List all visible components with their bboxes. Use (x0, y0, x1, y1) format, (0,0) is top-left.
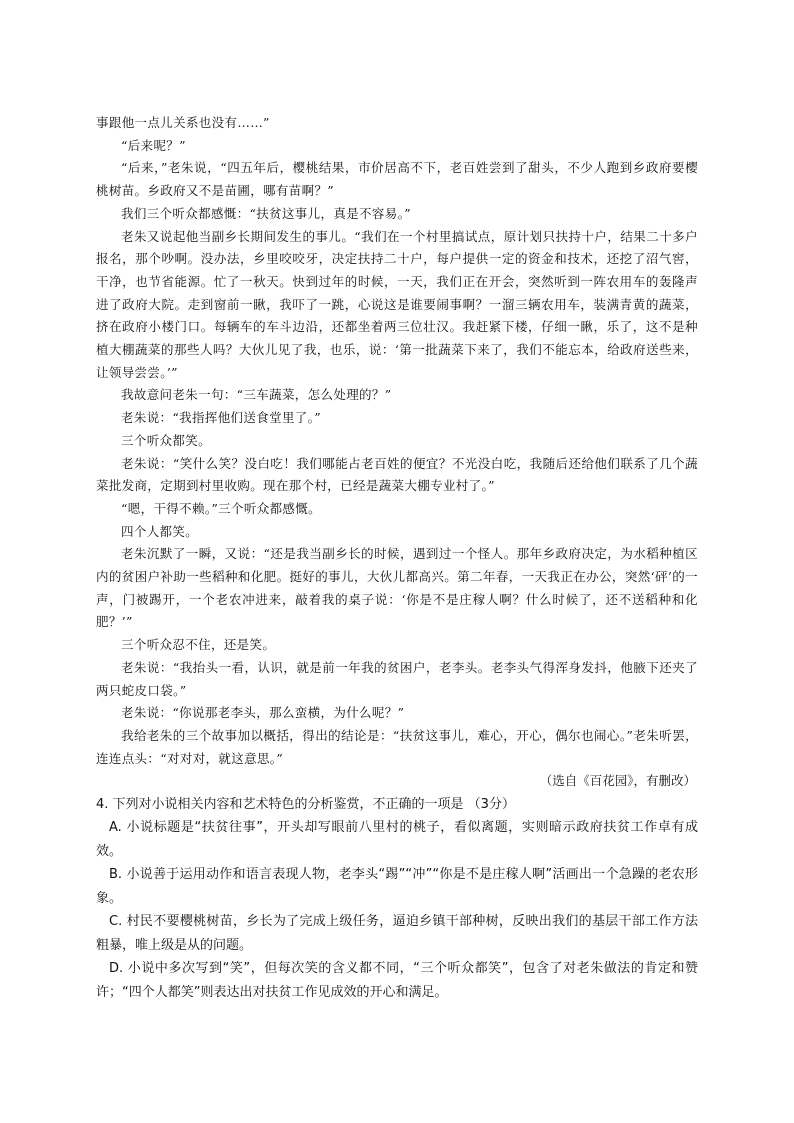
option-a: A. 小说标题是“扶贫往事”，开头却写眼前八里村的桃子，看似离题，实则暗示政府扶贫工作卓有成效。 (96, 820, 698, 859)
story-paragraph: 三个听众忍不住，还是笑。 (121, 637, 276, 653)
question-stem: 4. 下列对小说相关内容和艺术特色的分析鉴赏，不正确的一项是 （3分） (96, 797, 515, 813)
story-paragraph: 我给老朱的三个故事加以概括，得出的结论是：“扶贫这事儿，难心，开心，偶尔也闹心。”老朱听罢，连连点头：“对对对，就这意思。” (96, 727, 698, 766)
story-paragraph: 三个听众都笑。 (121, 432, 211, 448)
story-paragraph: 老朱说：“笑什么笑？没白吃！我们哪能占老百姓的便宜？不光没白吃，我随后还给他们联系了几个蔬菜批发商，定期到村里收购。现在那个村，已经是蔬菜大棚专业村了。” (96, 455, 698, 494)
story-paragraph: 老朱又说起他当副乡长期间发生的事儿。“我们在一个村里搞试点，原计划只扶持十户，结果二十多户报名，那个吵啊。没办法，乡里咬咬牙，决定扶持二十户，每户提供一定的资金和技术，还挖了沼气窖，干净，也节省能源。忙了一秋天。快到过年的时候，一天，我们正在开会，突然听到一阵农用车的轰隆声进了政府大院。走到窗前一瞅，我吓了一跳，心说这是谁要闹事啊？一溜三辆农用车，装满青黄的蔬菜，挤在政府小楼门口。每辆车的车斗边沿，还都坐着两三位壮汉。我赶紧下楼，仔细一瞅，乐了，这不是种植大棚蔬菜的那些人吗？大伙儿见了我，也乐，说：‘第一批蔬菜下来了，我们不能忘本，给政府送些来，让领导尝尝。’” (96, 228, 698, 380)
story-paragraph: “嗯，干得不赖。”三个听众都感慨。 (121, 500, 321, 516)
question-4 (96, 794, 698, 1004)
story-text (96, 112, 698, 770)
option-d: D. 小说中多次写到“笑”，但每次笑的含义都不同，“三个听众都笑”，包含了对老朱做法的肯定和赞许；“四个人都笑”则表达出对扶贫工作见成效的开心和满足。 (96, 961, 698, 1000)
source-citation: （选自《百花园》，有删改） (539, 773, 696, 789)
document-page (96, 112, 698, 1004)
story-paragraph: 事跟他一点儿关系也没有……” (96, 115, 270, 130)
story-paragraph: 我们三个听众都感慨：“扶贫这事儿，真是不容易。” (121, 205, 411, 221)
story-paragraph: 老朱说：“我抬头一看，认识，就是前一年我的贫困户，老李头。老李头气得浑身发抖，他腋下还夹了两只蛇皮口袋。” (96, 659, 698, 698)
story-paragraph: 四个人都笑。 (121, 523, 199, 539)
story-paragraph: 老朱沉默了一瞬，又说：“还是我当副乡长的时候，遇到过一个怪人。那年乡政府决定，为水稻种植区内的贫困户补助一些稻种和化肥。挺好的事儿，大伙儿都高兴。第二年春，一天我正在办公，突然‘砰’的一声，门被踢开，一个老农冲进来，敲着我的桌子说：‘你是不是庄稼人啊？什么时候了，还不送稻种和化肥？’” (96, 546, 698, 630)
story-paragraph: 老朱说：“你说那老李头，那么蛮横，为什么呢？” (121, 705, 405, 721)
story-paragraph: “后来，”老朱说，“四五年后，樱桃结果，市价居高不下，老百姓尝到了甜头，不少人跑到乡政府要樱桃树苗。乡政府又不是苗圃，哪有苗啊？” (96, 160, 698, 199)
story-paragraph: “后来呢？” (121, 137, 186, 153)
option-c: C. 村民不要樱桃树苗，乡长为了完成上级任务，逼迫乡镇干部种树，反映出我们的基层干部工作方法粗暴，唯上级是从的问题。 (96, 914, 698, 953)
story-paragraph: 老朱说：“我指挥他们送食堂里了。” (121, 410, 321, 426)
option-b: B. 小说善于运用动作和语言表现人物，老李头“踢”“冲”“你是不是庄稼人啊”活画出一个急躁的老农形象。 (96, 867, 698, 906)
story-paragraph: 我故意问老朱一句：“三车蔬菜，怎么处理的？” (121, 387, 392, 403)
